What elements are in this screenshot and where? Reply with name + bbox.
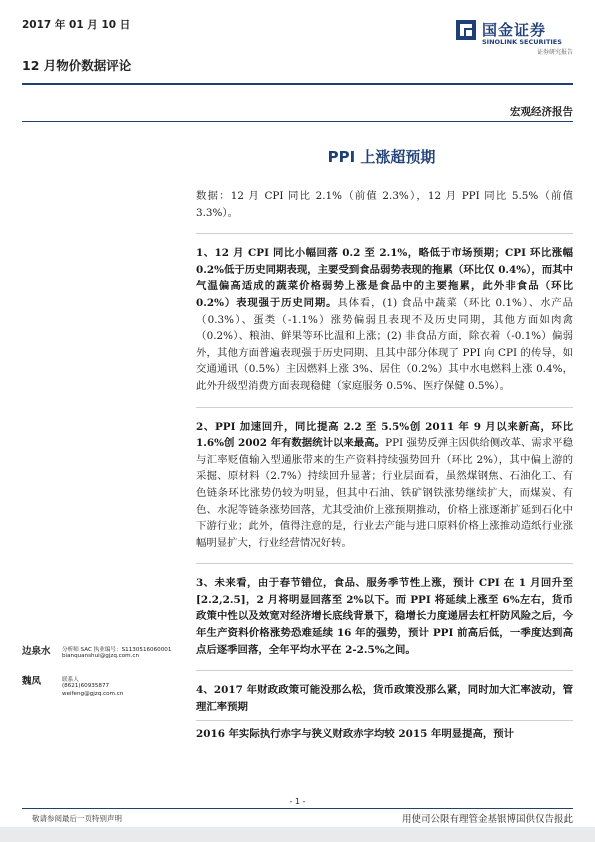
fiscal-policy-heading	[196, 682, 573, 715]
document-title: 12 月物价数据评论	[22, 58, 132, 73]
paragraph-lead: 4、2017 年财政政策可能没那么松，货币政策没那么紧，同时加大汇率波动，管理汇率预期	[196, 684, 573, 713]
report-body	[196, 188, 573, 743]
section-divider	[196, 407, 573, 408]
analyst-role: 分析师 SAC 执业编号：S1130516060001	[62, 647, 172, 653]
paragraph-lead: 3、未来看，由于春节错位，食品、服务季节性上涨，预计 CPI 在 1 月回升至[2.2,2.5]，2 月将明显回落至 2%以下。而 PPI 将延续上涨至 6%左右，货币政策中性以及效宽对经济增长底线背景下，稳增长力度递居去杠杆防风险之后，今年生产资料价格涨势恐难延续 16 年的强势，预计 PPI 前高后低，一季度达到高点后逐季回落，全年平均水平在 2-2.5%之间。	[196, 577, 573, 656]
section-divider	[196, 233, 573, 234]
analyst-email[interactable]: weifeng@gjzq.com.cn	[62, 691, 124, 697]
report-date: 2017 年 01 月 10 日	[22, 19, 131, 31]
paragraph-lead: 1、12 月 CPI 同比小幅回落 0.2 至 2.1%，略低于市场预期；CPI 环比涨幅 0.2%低于历史同期表现，主要受到食品弱势表现的拖累（环比仅 0.4%），而其中气温偏高适成的蔬菜价格弱势上涨是食品中的主要拖累，此外非食品（环比 0.2%）表现强于历史同期。	[196, 247, 573, 309]
paragraph-text: 数据：12 月 CPI 同比 2.1%（前值 2.3%），12 月 PPI 同比 5.5%（前值 3.3%）。	[196, 190, 573, 219]
analyst-name: 魏凤	[22, 676, 42, 687]
summary-paragraph	[196, 188, 573, 221]
sinolink-logo-icon	[456, 20, 476, 40]
report-type: 宏观经济报告	[510, 106, 573, 118]
analyst-role: 联系人	[62, 677, 79, 683]
logo-name-en: SINOLINK SECURITIES	[482, 38, 562, 46]
header-divider	[22, 83, 573, 85]
paragraph-text: 具体看，(1) 食品中蔬菜（环比 0.1%）、水产品（0.3%）、蛋类（-1.1%）涨势偏弱且表现不及历史同期，其他方面如肉禽（0.2%）、粮油、鲜果等环比温和上涨；(2) 非食品方面，除衣着（-0.1%）偏弱外，其他方面普遍表现强于历史同期、且其中部分体现了 PPI 向 CPI 的传导，如交通通讯（0.5%）主因燃料上涨 3%、居住（0.2%）其中水电燃料上涨 0.4%，此外升级型消费方面表现稳健（家庭服务 0.5%、医疗保健 0.5%）。	[196, 296, 573, 392]
logo-name-cn: 国金证券	[482, 21, 547, 39]
section-divider	[196, 563, 573, 564]
paragraph-text: PPI 强势反弹主因供给侧改革、需求平稳与汇率贬值输入型通胀带来的生产资料持续强势回升（环比 2%），其中偏上游的采掘、原材料（2.7%）持续回升显著；行业层面看，虽然煤钢焦、石油化工、有色链条环比涨势仍较为明显，但其中石油、铁矿钢铁涨势继续扩大，而煤炭、有色、水泥等链条涨势回落，尤其受油价上涨预期推动，价格上涨逐渐扩延到石化中下游行业；此外，值得注意的是，行业去产能与进口原料价格上涨推动造纸行业涨幅明显扩大，行业经营情况好转。	[196, 437, 574, 549]
main-title: PPI 上涨超预期	[327, 148, 436, 166]
company-logo	[456, 14, 576, 54]
disclaimer-note: 敬请参阅最后一页特别声明	[32, 814, 122, 823]
paragraph-lead: 2016 年实际执行赤字与狭义财政赤字均较 2015 年明显提高，预计	[196, 728, 515, 741]
analyst-phone: (8621)60935877	[62, 683, 110, 689]
section-divider	[196, 720, 573, 721]
outlook-paragraph	[196, 575, 573, 658]
watermark-notice: 用使司公限有理管金基银博国供仅告报此	[401, 814, 573, 825]
analyst-name: 边泉水	[22, 646, 51, 657]
logo-subtitle: 证券研究报告	[537, 49, 574, 56]
ppi-paragraph	[196, 419, 573, 552]
footer-divider	[22, 808, 573, 809]
cpi-paragraph	[196, 245, 573, 394]
paragraph-lead: 2、PPI 加速回升，同比提高 2.2 至 5.5%创 2011 年 9 月以来新高，环比 1.6%创 2002 年有数据统计以来最高。	[196, 420, 573, 450]
report-type-divider	[22, 121, 573, 122]
page-number: - 1 -	[289, 797, 306, 806]
analyst-email[interactable]: bianquanshui@gjzq.com.cn	[62, 653, 140, 659]
section-divider	[196, 670, 573, 671]
fiscal-policy-paragraph	[196, 726, 573, 743]
bottom-band	[0, 827, 595, 842]
